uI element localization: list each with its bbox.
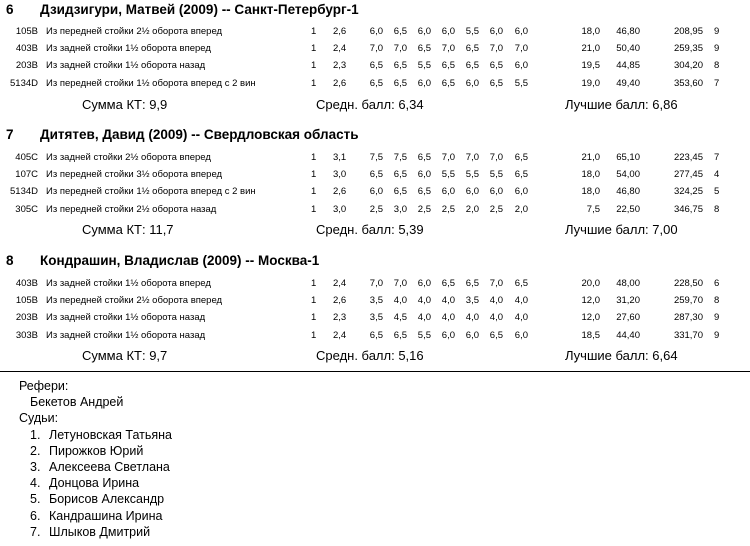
dive-running-total: 287,30 (673, 312, 703, 324)
judge-score: 6,0 (417, 169, 431, 181)
summary-best: Лучшие балл: 6,64 (565, 348, 678, 363)
dive-running-total: 277,45 (673, 169, 703, 181)
judge-score: 2,0 (465, 203, 479, 215)
dive-code: 403B (15, 278, 38, 289)
judge-number: 6. (30, 508, 41, 523)
judge-score: 4,0 (514, 295, 528, 307)
judge-score: 6,5 (441, 77, 455, 89)
dive-points: 46,80 (616, 186, 640, 198)
judge-name: Кандрашина Ирина (49, 508, 163, 523)
judge-score: 7,0 (514, 43, 528, 55)
judge-score: 6,0 (369, 26, 383, 37)
judge-score: 5,5 (417, 60, 431, 72)
dive-description: Из передней стойки 3½ оборота вперед (46, 169, 223, 181)
judge-score: 4,0 (489, 295, 503, 307)
referee-label: Рефери: (19, 379, 69, 393)
dive-raw-score: 12,0 (581, 295, 600, 307)
dive-code: 305C (15, 203, 38, 215)
dive-row (0, 78, 750, 95)
dive-code: 105B (15, 295, 38, 307)
judge-score: 7,0 (465, 152, 479, 163)
judge-score: 6,0 (417, 278, 431, 289)
dive-raw-score: 18,0 (581, 169, 600, 181)
dive-running-total: 223,45 (673, 152, 703, 163)
judge-number: 2. (30, 443, 41, 458)
dive-row (0, 204, 750, 221)
judge-score: 6,0 (514, 60, 528, 72)
dive-rank: 9 (714, 26, 720, 37)
athlete-name: Дзидзигури, Матвей (2009) -- Санкт-Петербург-1 (40, 2, 359, 17)
judge-number: 4. (30, 476, 41, 491)
judge-score: 4,0 (489, 312, 503, 324)
judge-score: 6,0 (489, 26, 503, 37)
judge-score: 6,5 (393, 77, 407, 89)
dive-difficulty: 2,3 (333, 312, 347, 324)
dive-difficulty: 3,1 (333, 152, 347, 163)
dive-description: Из задней стойки 1½ оборота назад (46, 329, 206, 341)
officials-section (19, 378, 172, 540)
judge-score: 5,5 (441, 169, 455, 181)
dive-running-total: 208,95 (673, 26, 703, 37)
dive-code: 105B (15, 26, 38, 37)
judge-score: 7,0 (441, 43, 455, 55)
judge-score: 7,0 (393, 43, 407, 55)
dive-coefficient-flag: 1 (311, 295, 317, 307)
judge-score: 7,0 (393, 278, 407, 289)
dive-running-total: 304,20 (673, 60, 703, 72)
dive-coefficient-flag: 1 (311, 278, 317, 289)
judge-name: Алексеева Светлана (49, 460, 170, 475)
dive-code: 107C (15, 169, 38, 181)
dive-description: Из задней стойки 1½ оборота назад (46, 60, 206, 72)
judge-score: 6,5 (393, 329, 407, 341)
dive-difficulty: 2,4 (333, 329, 347, 341)
judge-score: 6,5 (393, 26, 407, 37)
dive-row (0, 330, 750, 347)
judge-score: 3,5 (369, 295, 383, 307)
judge-score: 6,5 (489, 60, 503, 72)
judge-score: 7,5 (393, 152, 407, 163)
athlete-place: 6 (6, 2, 14, 17)
dive-code: 203B (15, 60, 38, 72)
judge-score: 6,5 (465, 60, 479, 72)
dive-row (0, 295, 750, 312)
judge-name: Пирожков Юрий (49, 443, 144, 458)
judges-label: Судьи: (19, 411, 59, 426)
judge-score: 4,0 (417, 295, 431, 307)
dive-points: 44,40 (616, 329, 640, 341)
judge-score: 4,0 (393, 295, 407, 307)
summary-kt: Сумма КТ: 9,9 (82, 97, 168, 112)
judge-score: 6,0 (369, 186, 383, 198)
summary-average: Средн. балл: 5,16 (316, 348, 424, 363)
dive-points: 54,00 (616, 169, 640, 181)
dive-running-total: 324,25 (673, 186, 703, 198)
dive-difficulty: 2,4 (333, 43, 347, 55)
dive-description: Из задней стойки 1½ оборота вперед (46, 43, 211, 55)
judge-score: 7,0 (489, 278, 503, 289)
judge-score: 4,0 (514, 312, 528, 324)
judge-score: 6,5 (514, 169, 528, 181)
judge-item (19, 427, 172, 443)
judge-score: 4,0 (441, 295, 455, 307)
judge-score: 6,0 (441, 26, 455, 37)
judge-item (19, 491, 172, 507)
judge-score: 7,5 (369, 152, 383, 163)
dive-rank: 8 (714, 203, 720, 215)
judge-score: 5,5 (465, 169, 479, 181)
judge-score: 2,5 (489, 203, 503, 215)
dive-coefficient-flag: 1 (311, 312, 317, 324)
dive-code: 5134D (10, 186, 38, 198)
judge-item (19, 459, 172, 475)
summary-kt: Сумма КТ: 11,7 (82, 222, 174, 237)
judge-score: 5,5 (489, 169, 503, 181)
dive-description: Из передней стойки 2½ оборота вперед (46, 26, 223, 37)
dive-difficulty: 2,4 (333, 278, 347, 289)
dive-difficulty: 2,6 (333, 26, 347, 37)
judge-score: 2,0 (514, 203, 528, 215)
dive-coefficient-flag: 1 (311, 60, 317, 72)
dive-coefficient-flag: 1 (311, 43, 317, 55)
dive-raw-score: 21,0 (581, 43, 600, 55)
dive-row (0, 152, 750, 169)
dive-coefficient-flag: 1 (311, 169, 317, 181)
dive-row (0, 186, 750, 203)
judge-score: 7,0 (489, 43, 503, 55)
dive-difficulty: 2,3 (333, 60, 347, 72)
judge-score: 5,5 (417, 329, 431, 341)
judge-score: 6,5 (393, 186, 407, 198)
dive-points: 31,20 (616, 295, 640, 307)
judge-number: 7. (30, 524, 41, 539)
judge-score: 6,0 (441, 329, 455, 341)
judge-item (19, 508, 172, 524)
dive-points: 48,00 (616, 278, 640, 289)
dive-points: 27,60 (616, 312, 640, 324)
summary-best: Лучшие балл: 6,86 (565, 97, 678, 112)
judge-score: 6,5 (417, 186, 431, 198)
dive-rank: 9 (714, 43, 720, 55)
judge-score: 3,5 (369, 312, 383, 324)
dive-raw-score: 21,0 (581, 152, 600, 163)
judge-score: 6,0 (465, 186, 479, 198)
referee-name: Бекетов Андрей (30, 395, 124, 410)
judge-score: 6,0 (465, 77, 479, 89)
summary-best: Лучшие балл: 7,00 (565, 222, 678, 237)
dive-running-total: 259,35 (673, 43, 703, 55)
dive-rank: 5 (714, 186, 720, 198)
summary-kt: Сумма КТ: 9,7 (82, 348, 168, 363)
judge-score: 6,0 (417, 77, 431, 89)
judge-score: 6,5 (369, 60, 383, 72)
judge-score: 6,0 (514, 26, 528, 37)
athlete-place: 8 (6, 253, 14, 268)
judge-score: 6,0 (417, 26, 431, 37)
judge-score: 6,5 (441, 60, 455, 72)
dive-raw-score: 19,0 (581, 77, 600, 89)
dive-running-total: 228,50 (673, 278, 703, 289)
judge-score: 6,0 (514, 186, 528, 198)
dive-running-total: 353,60 (673, 77, 703, 89)
dive-rank: 7 (714, 77, 720, 89)
athlete-name: Дитятев, Давид (2009) -- Свердловская область (40, 127, 359, 142)
athlete-name: Кондрашин, Владислав (2009) -- Москва-1 (40, 253, 320, 268)
dive-coefficient-flag: 1 (311, 152, 317, 163)
judge-number: 5. (30, 492, 41, 507)
dive-points: 50,40 (616, 43, 640, 55)
judge-score: 6,5 (417, 43, 431, 55)
dive-description: Из передней стойки 2½ оборота вперед (46, 295, 223, 307)
dive-code: 203B (15, 312, 38, 324)
dive-description: Из задней стойки 2½ оборота вперед (46, 152, 211, 163)
judge-score: 5,5 (465, 26, 479, 37)
dive-running-total: 331,70 (673, 329, 703, 341)
judge-item (19, 443, 172, 459)
judge-number: 3. (30, 460, 41, 475)
dive-rank: 7 (714, 152, 720, 163)
dive-row (0, 43, 750, 60)
dive-raw-score: 18,0 (581, 26, 600, 37)
athlete-place: 7 (6, 127, 14, 142)
judge-score: 7,0 (489, 152, 503, 163)
judge-score: 6,5 (393, 60, 407, 72)
dive-description: Из задней стойки 1½ оборота вперед (46, 278, 211, 289)
dive-points: 46,80 (616, 26, 640, 37)
dive-difficulty: 2,6 (333, 77, 347, 89)
judge-score: 7,0 (369, 43, 383, 55)
judge-score: 6,0 (489, 186, 503, 198)
dive-rank: 9 (714, 329, 720, 341)
dive-rank: 8 (714, 295, 720, 307)
dive-rank: 4 (714, 169, 720, 181)
judge-score: 6,5 (514, 152, 528, 163)
judge-item (19, 524, 172, 540)
dive-description: Из задней стойки 1½ оборота назад (46, 312, 206, 324)
dive-coefficient-flag: 1 (311, 26, 317, 37)
judge-name: Донцова Ирина (49, 476, 140, 491)
judge-score: 6,5 (441, 278, 455, 289)
dive-code: 303B (15, 329, 38, 341)
judge-score: 6,5 (369, 329, 383, 341)
dive-coefficient-flag: 1 (311, 186, 317, 198)
dive-rank: 6 (714, 278, 720, 289)
dive-points: 65,10 (616, 152, 640, 163)
dive-running-total: 346,75 (673, 203, 703, 215)
dive-description: Из передней стойки 2½ оборота назад (46, 203, 217, 215)
dive-rank: 8 (714, 60, 720, 72)
dive-points: 44,85 (616, 60, 640, 72)
judge-score: 6,0 (514, 329, 528, 341)
judge-score: 2,5 (369, 203, 383, 215)
dive-row (0, 26, 750, 43)
dive-difficulty: 2,6 (333, 295, 347, 307)
judge-score: 6,5 (514, 278, 528, 289)
judge-score: 6,5 (489, 77, 503, 89)
dive-description: Из передней стойки 1½ оборота вперед с 2 вин (46, 77, 256, 89)
dive-row (0, 312, 750, 329)
judge-score: 4,0 (465, 312, 479, 324)
dive-coefficient-flag: 1 (311, 77, 317, 89)
dive-row (0, 169, 750, 186)
judge-score: 3,0 (393, 203, 407, 215)
dive-row (0, 60, 750, 77)
dive-code: 403B (15, 43, 38, 55)
judge-score: 4,0 (441, 312, 455, 324)
summary-average: Средн. балл: 6,34 (316, 97, 424, 112)
dive-raw-score: 20,0 (581, 278, 600, 289)
judge-score: 6,5 (465, 278, 479, 289)
judge-score: 6,5 (489, 329, 503, 341)
judge-name: Летуновская Татьяна (49, 427, 173, 442)
judge-score: 2,5 (441, 203, 455, 215)
judge-score: 6,5 (369, 169, 383, 181)
judge-score: 3,5 (465, 295, 479, 307)
judge-number: 1. (30, 427, 41, 442)
judge-score: 7,0 (441, 152, 455, 163)
judge-score: 6,5 (417, 152, 431, 163)
section-divider (0, 371, 750, 372)
dive-points: 49,40 (616, 77, 640, 89)
dive-running-total: 259,70 (673, 295, 703, 307)
dive-points: 22,50 (616, 203, 640, 215)
summary-average: Средн. балл: 5,39 (316, 222, 424, 237)
dive-code: 5134D (10, 77, 38, 89)
judge-score: 6,5 (465, 43, 479, 55)
judge-score: 7,0 (369, 278, 383, 289)
dive-difficulty: 3,0 (333, 169, 347, 181)
judge-score: 6,5 (393, 169, 407, 181)
dive-raw-score: 7,5 (586, 203, 600, 215)
dive-difficulty: 3,0 (333, 203, 347, 215)
judge-score: 4,5 (393, 312, 407, 324)
dive-row (0, 278, 750, 295)
judge-item (19, 475, 172, 491)
judge-score: 5,5 (514, 77, 528, 89)
dive-raw-score: 12,0 (581, 312, 600, 324)
dive-difficulty: 2,6 (333, 186, 347, 198)
judge-score: 6,5 (369, 77, 383, 89)
dive-rank: 9 (714, 312, 720, 324)
dive-coefficient-flag: 1 (311, 203, 317, 215)
judge-score: 2,5 (417, 203, 431, 215)
judge-name: Борисов Александр (49, 492, 165, 507)
judges-list (19, 427, 172, 540)
dive-raw-score: 19,5 (581, 60, 600, 72)
dive-coefficient-flag: 1 (311, 329, 317, 341)
dive-raw-score: 18,5 (581, 329, 600, 341)
judge-score: 6,0 (465, 329, 479, 341)
dive-code: 405C (15, 152, 38, 163)
dive-raw-score: 18,0 (581, 186, 600, 198)
judge-score: 4,0 (417, 312, 431, 324)
dive-description: Из передней стойки 1½ оборота вперед с 2 вин (46, 186, 256, 198)
judge-score: 6,0 (441, 186, 455, 198)
judge-name: Шлыков Дмитрий (49, 524, 151, 539)
